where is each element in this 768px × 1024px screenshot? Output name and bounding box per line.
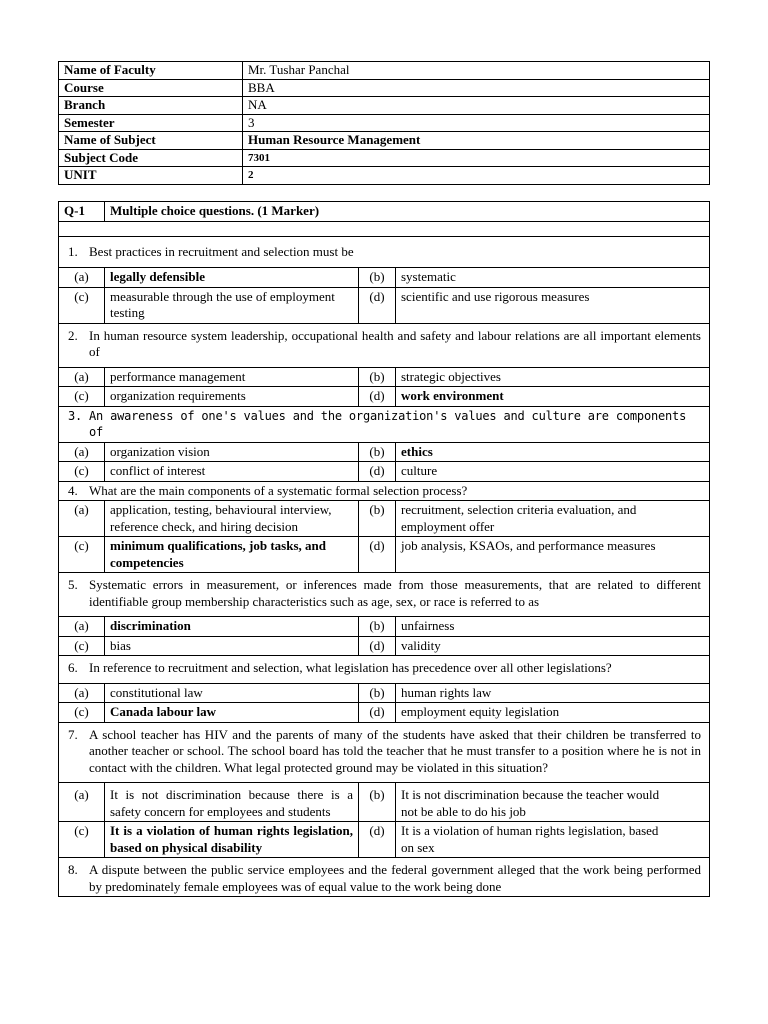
option-text: organization requirements — [105, 387, 359, 407]
question-number: 3. — [68, 408, 83, 423]
option-text: It is not discrimination because there is a safety concern for employees and students — [105, 783, 359, 822]
option-letter: (b) — [359, 367, 396, 387]
info-value: NA — [243, 97, 710, 115]
option-text: unfairness — [396, 617, 710, 637]
option-text: systematic — [396, 268, 710, 288]
info-label: Name of Faculty — [59, 62, 243, 80]
option-row — [59, 822, 710, 858]
option-letter: (a) — [59, 442, 105, 462]
section-number: Q-1 — [59, 202, 105, 222]
option-text: measurable through the use of employment testing — [105, 287, 359, 323]
spacer-cell — [59, 221, 710, 236]
question-number: 8. — [68, 862, 78, 877]
option-letter: (a) — [59, 501, 105, 537]
option-letter: (b) — [359, 268, 396, 288]
option-text: constitutional law — [105, 683, 359, 703]
info-label: Branch — [59, 97, 243, 115]
question-text: A school teacher has HIV and the parents of many of the students have asked that their children be transferred to another teacher or school. The school board has told the teacher that he must transfer to a position where he is not in contact with the children. What legal protected ground may be violated in this situation? — [89, 726, 701, 775]
question-cell — [59, 722, 710, 783]
info-row — [59, 62, 710, 80]
question-number: 5. — [68, 577, 78, 592]
question-cell — [59, 406, 710, 442]
option-text: It is a violation of human rights legislation, based on physical disability — [105, 822, 359, 858]
option-letter: (a) — [59, 783, 105, 822]
question-number: 1. — [68, 243, 78, 259]
spacer-row — [59, 221, 710, 236]
question-row — [59, 858, 710, 897]
option-letter: (a) — [59, 367, 105, 387]
option-text: validity — [396, 636, 710, 656]
option-row — [59, 367, 710, 387]
section-title: Multiple choice questions. (1 Marker) — [105, 202, 710, 222]
question-text: In reference to recruitment and selection, what legislation has precedence over all other legislations? — [89, 660, 612, 675]
option-text: performance management — [105, 367, 359, 387]
question-text: Systematic errors in measurement, or inferences made from those measurements, that are related to different identifiable group membership characteristics such as age, sex, or race is referred to as — [89, 577, 701, 609]
section-header-row — [59, 202, 710, 222]
option-text: strategic objectives — [396, 367, 710, 387]
question-row — [59, 573, 710, 617]
option-letter: (a) — [59, 268, 105, 288]
question-text: Best practices in recruitment and selection must be — [89, 243, 354, 259]
question-row — [59, 236, 710, 268]
info-label: Name of Subject — [59, 132, 243, 150]
option-row — [59, 387, 710, 407]
option-row — [59, 783, 710, 822]
option-text: Canada labour law — [105, 703, 359, 723]
course-info-table — [58, 61, 710, 185]
option-text: scientific and use rigorous measures — [396, 287, 710, 323]
option-letter: (d) — [359, 703, 396, 723]
question-number: 7. — [68, 726, 78, 742]
option-text: work environment — [396, 387, 710, 407]
option-text: organization vision — [105, 442, 359, 462]
option-text: culture — [396, 462, 710, 482]
option-letter: (d) — [359, 287, 396, 323]
option-letter: (c) — [59, 287, 105, 323]
info-row — [59, 79, 710, 97]
info-value: 7301 — [243, 149, 710, 167]
option-row — [59, 537, 710, 573]
option-letter: (b) — [359, 683, 396, 703]
option-letter: (b) — [359, 501, 396, 537]
option-row — [59, 501, 710, 537]
question-number: 4. — [68, 482, 78, 498]
question-text: An awareness of one's values and the organization's values and culture are components of — [89, 408, 687, 439]
option-row — [59, 442, 710, 462]
option-letter: (a) — [59, 617, 105, 637]
option-letter: (c) — [59, 537, 105, 573]
option-row — [59, 287, 710, 323]
option-text: minimum qualifications, job tasks, and competencies — [105, 537, 359, 573]
option-letter: (c) — [59, 822, 105, 858]
option-text: It is a violation of human rights legislation, based on sex — [396, 822, 710, 858]
mcq-table — [58, 201, 710, 897]
option-letter: (d) — [359, 537, 396, 573]
info-value: Human Resource Management — [243, 132, 710, 150]
info-label: Subject Code — [59, 149, 243, 167]
option-letter: (d) — [359, 636, 396, 656]
option-letter: (b) — [359, 783, 396, 822]
option-letter: (b) — [359, 442, 396, 462]
option-letter: (b) — [359, 617, 396, 637]
info-value: 3 — [243, 114, 710, 132]
info-row — [59, 114, 710, 132]
question-number: 2. — [68, 327, 78, 343]
option-text: human rights law — [396, 683, 710, 703]
info-label: UNIT — [59, 167, 243, 185]
question-text: In human resource system leadership, occupational health and safety and labour relations are all important elements of — [89, 327, 701, 359]
option-text: recruitment, selection criteria evaluation, and employment offer — [396, 501, 710, 537]
info-label: Course — [59, 79, 243, 97]
question-row — [59, 722, 710, 783]
option-text: legally defensible — [105, 268, 359, 288]
option-text: employment equity legislation — [396, 703, 710, 723]
question-row — [59, 323, 710, 367]
option-text: It is not discrimination because the teacher would not be able to do his job — [396, 783, 710, 822]
question-row — [59, 406, 710, 442]
option-text: bias — [105, 636, 359, 656]
info-label: Semester — [59, 114, 243, 132]
info-row — [59, 132, 710, 150]
option-text: job analysis, KSAOs, and performance measures — [396, 537, 710, 573]
question-cell — [59, 573, 710, 617]
option-text: discrimination — [105, 617, 359, 637]
info-value: Mr. Tushar Panchal — [243, 62, 710, 80]
question-row — [59, 481, 710, 501]
option-row — [59, 617, 710, 637]
question-number: 6. — [68, 660, 78, 675]
question-cell — [59, 323, 710, 367]
option-letter: (a) — [59, 683, 105, 703]
info-value: BBA — [243, 79, 710, 97]
option-letter: (d) — [359, 387, 396, 407]
option-letter: (c) — [59, 387, 105, 407]
option-row — [59, 683, 710, 703]
option-text: application, testing, behavioural interview, reference check, and hiring decision — [105, 501, 359, 537]
question-cell — [59, 236, 710, 268]
option-row — [59, 703, 710, 723]
question-row — [59, 656, 710, 684]
option-text: conflict of interest — [105, 462, 359, 482]
option-letter: (c) — [59, 703, 105, 723]
question-text: What are the main components of a systematic formal selection process? — [89, 482, 468, 498]
question-cell — [59, 656, 710, 684]
question-text: A dispute between the public service employees and the federal government alleged that the work being performed by predominately female employees was of equal value to the work being done — [89, 862, 701, 894]
info-value: 2 — [243, 167, 710, 185]
info-row — [59, 97, 710, 115]
option-text: ethics — [396, 442, 710, 462]
info-row — [59, 167, 710, 185]
question-cell — [59, 858, 710, 897]
option-letter: (d) — [359, 822, 396, 858]
option-row — [59, 636, 710, 656]
option-letter: (d) — [359, 462, 396, 482]
question-cell — [59, 481, 710, 501]
option-letter: (c) — [59, 636, 105, 656]
option-row — [59, 462, 710, 482]
option-letter: (c) — [59, 462, 105, 482]
option-row — [59, 268, 710, 288]
info-row — [59, 149, 710, 167]
